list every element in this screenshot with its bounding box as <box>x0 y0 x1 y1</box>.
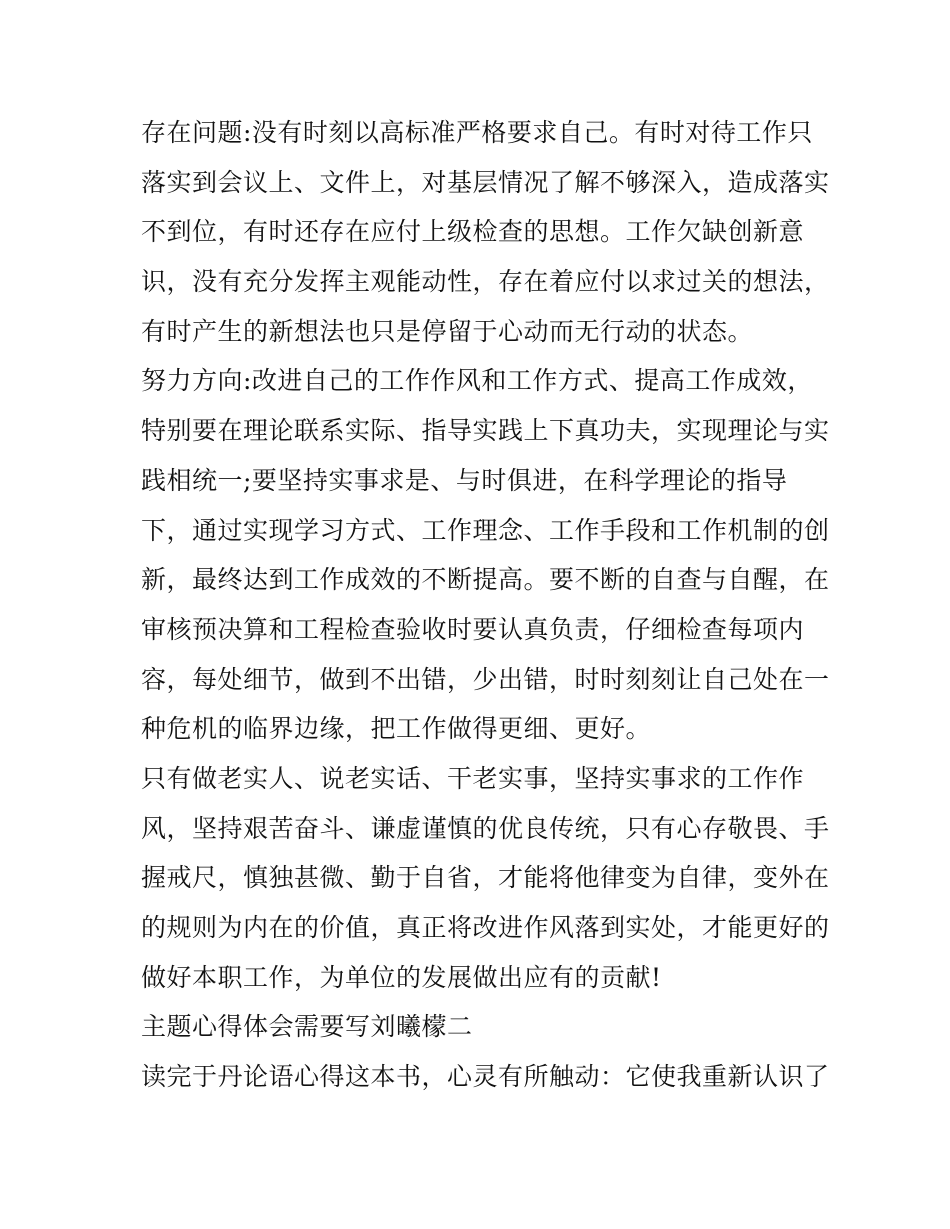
text-line: 风，坚持艰苦奋斗、谦虚谨慎的优良传统，只有心存敬畏、手 <box>141 813 830 843</box>
text-line: 握戒尺，慎独甚微、勤于自省，才能将他律变为自律，变外在 <box>141 863 830 893</box>
section-heading: 主题心得体会需要写刘曦檬二 <box>141 1012 473 1042</box>
document-body <box>141 108 830 1102</box>
text-line: 做好本职工作，为单位的发展做出应有的贡献! <box>141 962 662 992</box>
text-line: 审核预决算和工程检查验收时要认真负责，仔细检查每项内 <box>141 614 805 644</box>
text-line: 识，没有充分发挥主观能动性，存在着应付以求过关的想法， <box>141 267 830 297</box>
text-line: 下，通过实现学习方式、工作理念、工作手段和工作机制的创 <box>141 515 830 545</box>
text-line: 的规则为内在的价值，真正将改进作风落到实处，才能更好的 <box>141 913 830 942</box>
text-line: 读完于丹论语心得这本书，心灵有所触动：它使我重新认识了 <box>141 1062 830 1092</box>
text-line: 容，每处细节，做到不出错，少出错，时时刻刻让自己处在一 <box>141 664 830 694</box>
text-line: 种危机的临界边缘，把工作做得更细、更好。 <box>141 714 652 744</box>
text-line: 不到位，有时还存在应付上级检查的思想。工作欠缺创新意 <box>141 217 805 247</box>
text-line: 存在问题:没有时刻以高标准严格要求自己。有时对待工作只 <box>141 118 813 147</box>
text-line: 践相统一;要坚持实事求是、与时俱进，在科学理论的指导 <box>141 465 788 495</box>
text-line: 只有做老实人、说老实话、干老实事，坚持实事求的工作作 <box>141 763 805 793</box>
text-line: 有时产生的新想法也只是停留于心动而无行动的状态。 <box>141 316 754 346</box>
text-line: 努力方向:改进自己的工作作风和工作方式、提高工作成效， <box>141 366 813 396</box>
text-line: 特别要在理论联系实际、指导实践上下真功夫，实现理论与实 <box>141 416 830 446</box>
text-line: 新，最终达到工作成效的不断提高。要不断的自查与自醒，在 <box>141 565 830 595</box>
text-line: 落实到会议上、文件上，对基层情况了解不够深入，造成落实 <box>141 167 830 197</box>
